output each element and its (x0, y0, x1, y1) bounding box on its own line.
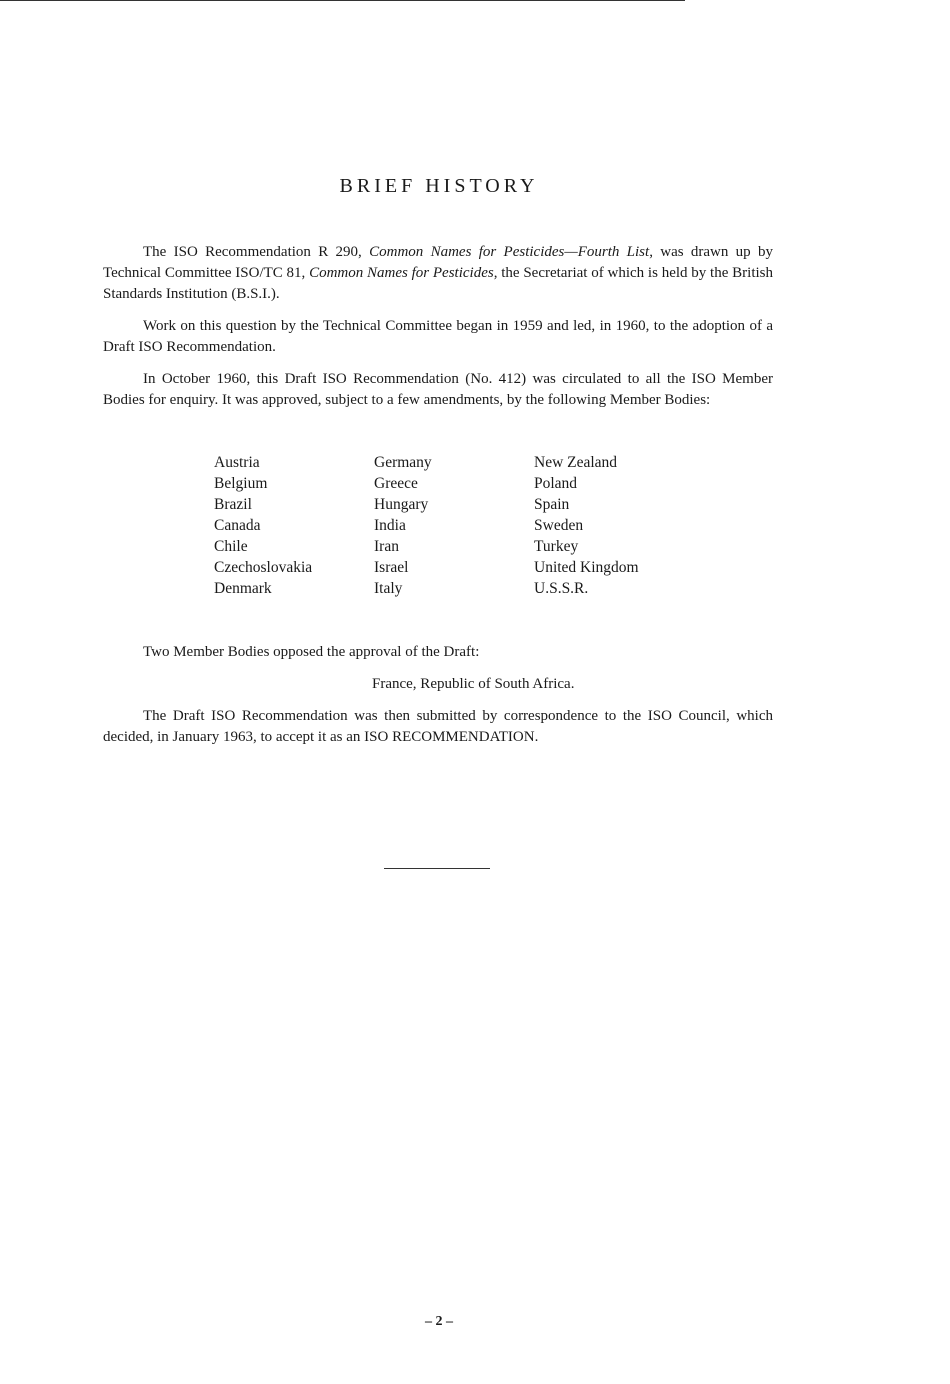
member-body: Brazil (214, 496, 252, 513)
member-body: Iran (374, 538, 399, 555)
member-body: Germany (374, 454, 432, 471)
section-end-rule (384, 868, 490, 869)
member-body: Sweden (534, 517, 584, 534)
paragraph-origin-title-italic: Common Names for Pesticides—Fourth List (369, 244, 650, 260)
page-title: BRIEF HISTORY (339, 175, 539, 197)
paragraph-origin-text-1: The ISO Recommendation R 290, (143, 244, 370, 260)
page-number: – 2 – (425, 1314, 453, 1329)
paragraph-origin-text-3: , the Secretariat of which is held by the British Standards Institution (B.S.I.). (103, 265, 773, 302)
member-body: India (374, 517, 406, 534)
paragraph-opposition: Two Member Bodies opposed the approval of the Draft: (143, 644, 480, 660)
member-body: Denmark (214, 580, 272, 597)
member-body: Poland (534, 475, 578, 492)
member-body: Canada (214, 517, 261, 534)
member-body: Turkey (534, 538, 579, 555)
paragraph-origin (103, 242, 773, 305)
member-body: Czechoslovakia (214, 559, 313, 576)
member-bodies-column-1 (214, 452, 374, 599)
paragraph-enquiry: In October 1960, this Draft ISO Recommendation (No. 412) was circulated to all the ISO Member Bodies for enquiry. It was approved, subject to a few amendments, by the following Member Bodies: (103, 371, 773, 408)
member-body: Spain (534, 496, 570, 513)
paragraph-origin-committee-italic: Common Names for Pesticides (309, 265, 494, 281)
member-bodies-column-3 (534, 452, 694, 599)
paragraph-work: Work on this question by the Technical Committee began in 1959 and led, in 1960, to the adoption of a Draft ISO Recommendation. (103, 318, 773, 355)
member-body: Greece (374, 475, 418, 492)
member-body: Chile (214, 538, 248, 555)
top-rule (0, 0, 685, 1)
member-body: Italy (374, 580, 403, 597)
member-body: Belgium (214, 475, 268, 492)
member-body: United Kingdom (534, 559, 639, 576)
member-body: Hungary (374, 496, 429, 513)
paragraph-acceptance: The Draft ISO Recommendation was then submitted by correspondence to the ISO Council, which decided, in January 1963, to accept it as an ISO RECOMMENDATION. (103, 708, 773, 745)
member-body: Austria (214, 454, 260, 471)
member-body: New Zealand (534, 454, 618, 471)
opposing-member-bodies: France, Republic of South Africa. (372, 676, 575, 692)
paragraph-origin-text-2: , was drawn up by Technical Committee ISO/TC 81, (103, 244, 773, 281)
member-bodies-list (214, 452, 694, 599)
member-body: U.S.S.R. (534, 580, 589, 597)
member-bodies-column-2 (374, 452, 534, 599)
member-body: Israel (374, 559, 409, 576)
